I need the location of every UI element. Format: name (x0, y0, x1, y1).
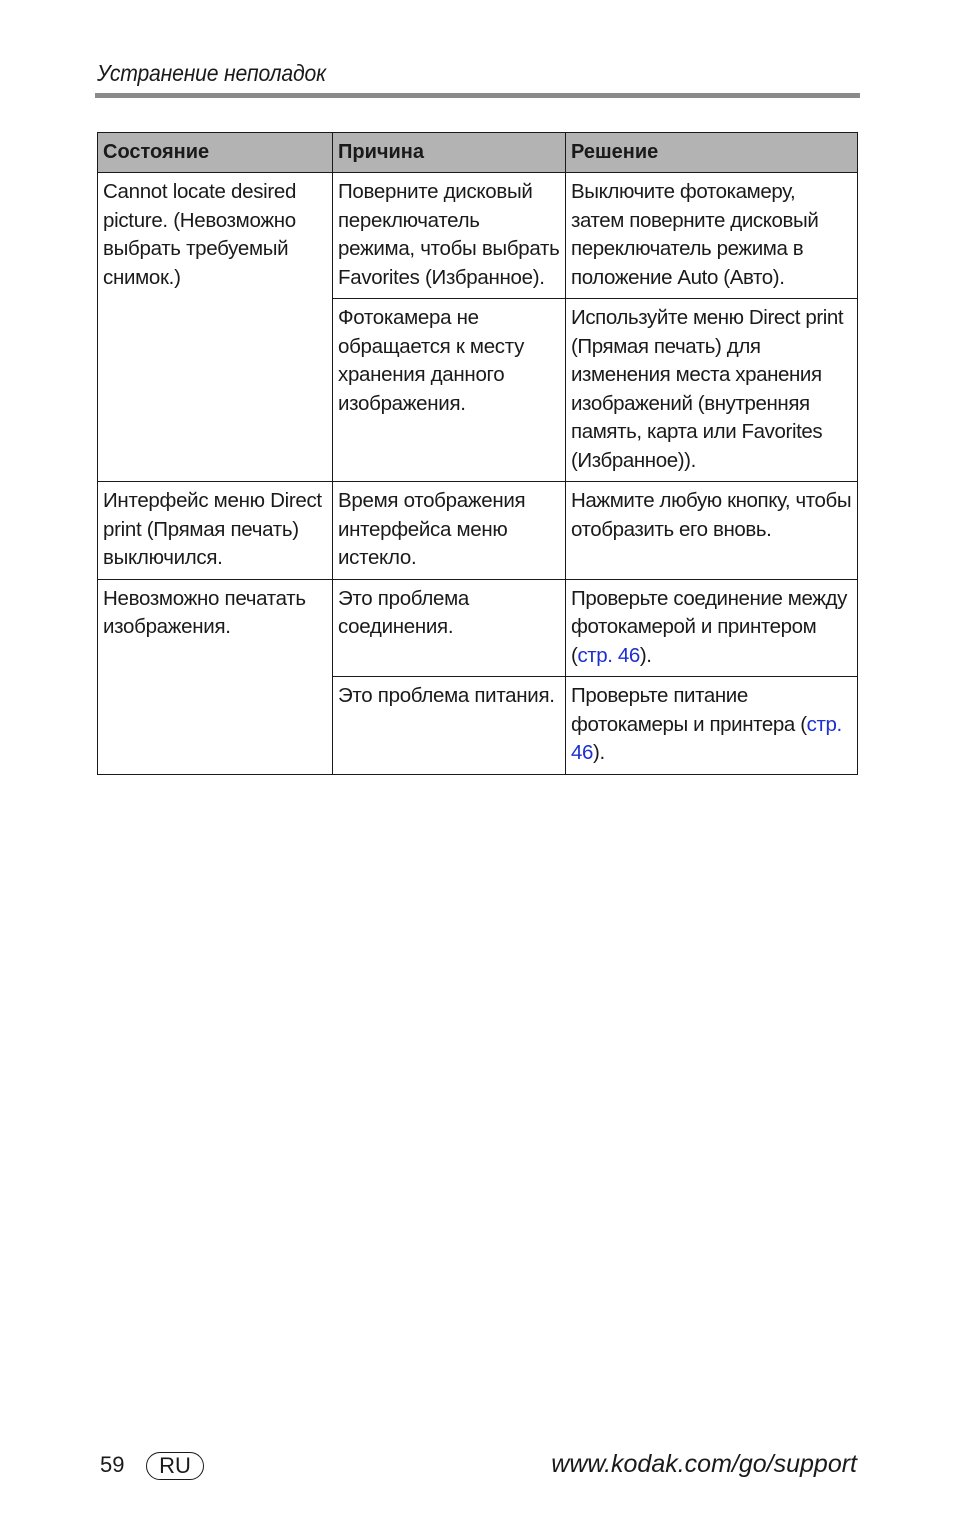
table-row (98, 482, 858, 580)
page-reference-link[interactable]: стр. 46 (577, 643, 640, 667)
troubleshooting-table (97, 132, 858, 775)
solution-cell: Используйте меню Direct print (Прямая печать) для изменения места хранения изображений (внутренняя память, карта или Favorites (Избранное)). (566, 299, 858, 482)
section-title: Устранение неполадок (97, 60, 326, 86)
solution-text: Проверьте соединение между фотокамерой и принтером (571, 586, 847, 638)
condition-cell: Невозможно печатать изображения. (98, 579, 333, 774)
cause-cell: Фотокамера не обращается к месту хранения данного изображения. (333, 299, 566, 482)
solution-cell: Нажмите любую кнопку, чтобы отобразить его вновь. (566, 482, 858, 580)
table-row (98, 173, 858, 299)
condition-cell: Интерфейс меню Direct print (Прямая печать) выключился. (98, 482, 333, 580)
table-header-row (98, 133, 858, 173)
condition-cell: Cannot locate desired picture. (Невозможно выбрать требуемый снимок.) (98, 173, 333, 482)
solution-text: Проверьте питание фотокамеры и принтера (571, 684, 795, 736)
column-header-cause: Причина (333, 133, 566, 173)
cause-cell: Поверните дисковый переключатель режима, чтобы выбрать Favorites (Избранное). (333, 173, 566, 299)
cause-cell: Время отображения интерфейса меню истекло. (333, 482, 566, 580)
solution-cell: Проверьте питание фотокамеры и принтера (стр. 46). (566, 677, 858, 775)
solution-cell: Проверьте соединение между фотокамерой и принтером (стр. 46). (566, 579, 858, 677)
solution-cell: Выключите фотокамеру, затем поверните дисковый переключатель режима в положение Auto (Авто). (566, 173, 858, 299)
page-number: 59 (100, 1452, 125, 1477)
column-header-condition: Состояние (98, 133, 333, 173)
column-header-solution: Решение (566, 133, 858, 173)
table-row (98, 579, 858, 677)
cause-cell: Это проблема соединения. (333, 579, 566, 677)
cause-cell: Это проблема питания. (333, 677, 566, 775)
language-badge: RU (146, 1452, 204, 1480)
header-rule (95, 93, 860, 98)
support-url[interactable]: www.kodak.com/go/support (551, 1450, 857, 1478)
page-reference-link[interactable]: стр. 46 (571, 712, 842, 764)
